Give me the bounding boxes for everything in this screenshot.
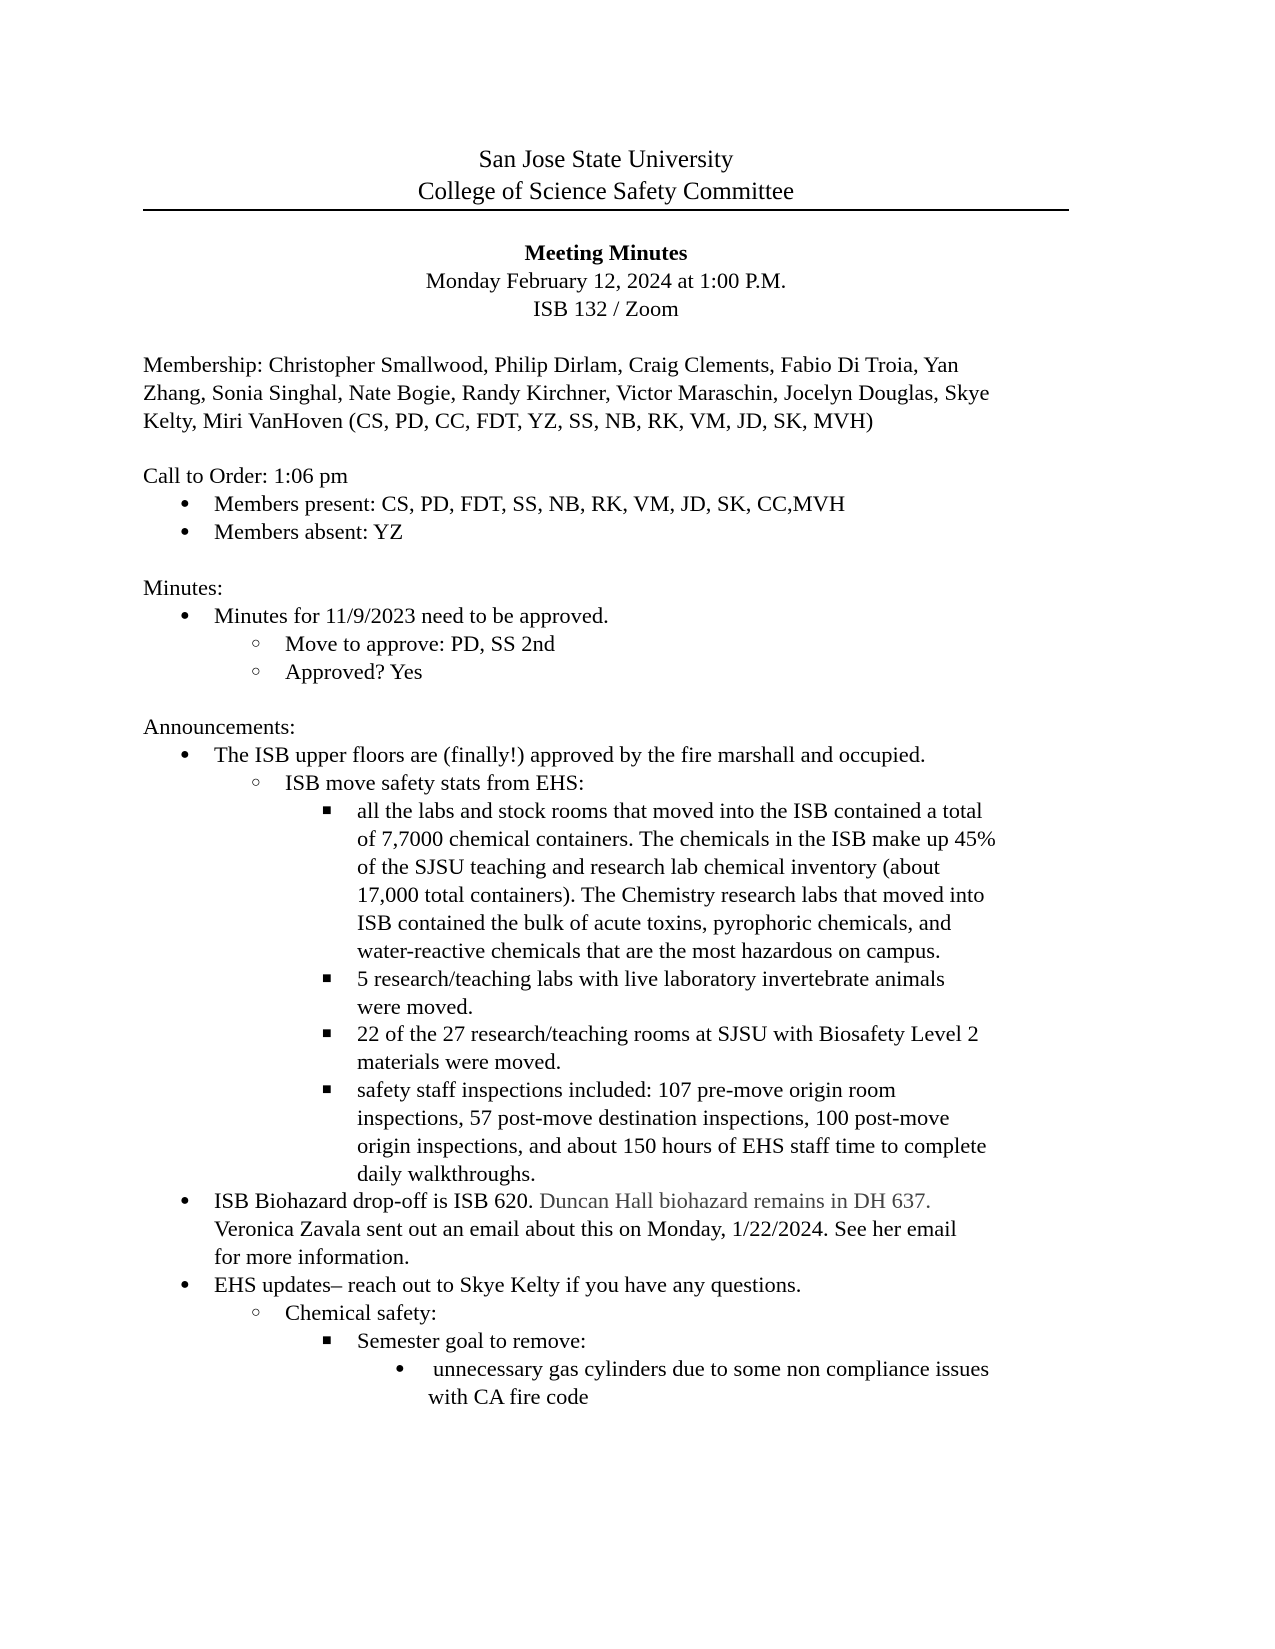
text-line [357, 1048, 561, 1076]
line-text: Approved? Yes [285, 659, 423, 684]
circle-bullet-icon: ○ [251, 635, 261, 652]
text-line [285, 769, 584, 797]
text-line [143, 574, 223, 602]
committee-name: College of Science Safety Committee [417, 178, 795, 205]
line-text: Veronica Zavala sent out an email about this on Monday, 1/22/2024. See her email [214, 1216, 957, 1241]
line-text: Zhang, Sonia Singhal, Nate Bogie, Randy Kirchner, Victor Maraschin, Jocelyn Douglas, Skye [143, 380, 990, 405]
text-line [357, 1076, 896, 1104]
line-text: Members absent: YZ [214, 519, 404, 544]
line-text: ISB Biohazard drop-off is ISB 620. [214, 1188, 540, 1213]
circle-bullet-icon: ○ [251, 774, 261, 791]
text-line [285, 630, 555, 658]
line-text: of 7,7000 chemical containers. The chemicals in the ISB make up 45% [357, 826, 996, 851]
text-line [357, 1104, 949, 1132]
line-text: ISB move safety stats from EHS: [285, 770, 585, 795]
text-line [433, 1355, 989, 1383]
meeting-location: ISB 132 / Zoom [533, 296, 679, 321]
line-text: with CA fire code [428, 1384, 589, 1409]
text-line [357, 825, 996, 853]
bullet-icon: ● [180, 746, 190, 763]
text-line [214, 1271, 801, 1299]
text-line [285, 658, 423, 686]
text-line [214, 1243, 410, 1271]
text-line [357, 993, 473, 1021]
bullet-icon: ● [180, 523, 190, 540]
line-text: 17,000 total containers). The Chemistry research labs that moved into [357, 882, 985, 907]
line-text: The ISB upper floors are (finally!) approved by the fire marshall and occupied. [214, 742, 926, 767]
text-line [143, 462, 348, 490]
bullet-icon: ● [180, 1276, 190, 1293]
document-title: Meeting Minutes [524, 240, 688, 265]
text-line [285, 1299, 437, 1327]
line-text: safety staff inspections included: 107 pre-move origin room [357, 1077, 896, 1102]
line-text: Semester goal to remove: [357, 1328, 587, 1353]
text-line [214, 1187, 931, 1215]
text-line [214, 741, 926, 769]
text-line [357, 909, 951, 937]
line-text: for more information. [214, 1244, 410, 1269]
line-text: Membership: Christopher Smallwood, Philip Dirlam, Craig Clements, Fabio Di Troia, Yan [143, 352, 959, 377]
line-text: Minutes: [143, 575, 224, 600]
circle-bullet-icon: ○ [251, 663, 261, 680]
line-text: ISB contained the bulk of acute toxins, pyrophoric chemicals, and [357, 910, 952, 935]
line-text: Call to Order: 1:06 pm [143, 463, 348, 488]
text-line [143, 713, 295, 741]
text-line [214, 602, 609, 630]
line-text: daily walkthroughs. [357, 1161, 536, 1186]
meeting-datetime: Monday February 12, 2024 at 1:00 P.M. [425, 268, 787, 293]
header-divider [143, 209, 1069, 211]
text-line [428, 1383, 589, 1411]
text-line [357, 1132, 986, 1160]
text-line [357, 853, 940, 881]
square-bullet-icon: ■ [322, 1025, 332, 1042]
circle-bullet-icon: ○ [251, 1304, 261, 1321]
text-line [143, 407, 873, 435]
text-line [357, 1160, 536, 1188]
line-text: water-reactive chemicals that are the most hazardous on campus. [357, 938, 941, 963]
line-text: all the labs and stock rooms that moved into the ISB contained a total [357, 798, 983, 823]
text-line [143, 351, 959, 379]
text-line [214, 1215, 957, 1243]
square-bullet-icon: ■ [322, 970, 332, 987]
line-text: 22 of the 27 research/teaching rooms at SJSU with Biosafety Level 2 [357, 1021, 979, 1046]
line-text: Announcements: [143, 714, 296, 739]
bullet-icon: ● [180, 607, 190, 624]
line-text: origin inspections, and about 150 hours of EHS staff time to complete [357, 1133, 987, 1158]
gray-note: Duncan Hall biohazard remains in DH 637. [539, 1188, 931, 1213]
square-bullet-icon: ■ [322, 1081, 332, 1098]
line-text: Minutes for 11/9/2023 need to be approved. [214, 603, 609, 628]
line-text: 5 research/teaching labs with live laboratory invertebrate animals [357, 966, 945, 991]
line-text: of the SJSU teaching and research lab chemical inventory (about [357, 854, 940, 879]
text-line [357, 881, 985, 909]
text-line [214, 490, 845, 518]
bullet-icon: ● [395, 1360, 405, 1377]
text-line [357, 965, 945, 993]
bullet-icon: ● [180, 495, 190, 512]
square-bullet-icon: ■ [322, 1332, 332, 1349]
bullet-icon: ● [180, 1192, 190, 1209]
line-text: materials were moved. [357, 1049, 562, 1074]
line-text: Move to approve: PD, SS 2nd [285, 631, 555, 656]
line-text: Chemical safety: [285, 1300, 437, 1325]
text-line [214, 518, 403, 546]
line-text: inspections, 57 post-move destination inspections, 100 post-move [357, 1105, 950, 1130]
line-text: Members present: CS, PD, FDT, SS, NB, RK, VM, JD, SK, CC,MVH [214, 491, 846, 516]
text-line [357, 937, 941, 965]
line-text: Kelty, Miri VanHoven (CS, PD, CC, FDT, YZ, SS, NB, RK, VM, JD, SK, MVH) [143, 408, 874, 433]
line-text: unnecessary gas cylinders due to some non compliance issues [433, 1356, 990, 1381]
line-text: were moved. [357, 994, 474, 1019]
line-text: EHS updates– reach out to Skye Kelty if you have any questions. [214, 1272, 802, 1297]
text-line [357, 797, 983, 825]
text-line [357, 1020, 979, 1048]
square-bullet-icon: ■ [322, 802, 332, 819]
text-line [143, 379, 990, 407]
university-name: San Jose State University [478, 146, 734, 173]
text-line [357, 1327, 586, 1355]
